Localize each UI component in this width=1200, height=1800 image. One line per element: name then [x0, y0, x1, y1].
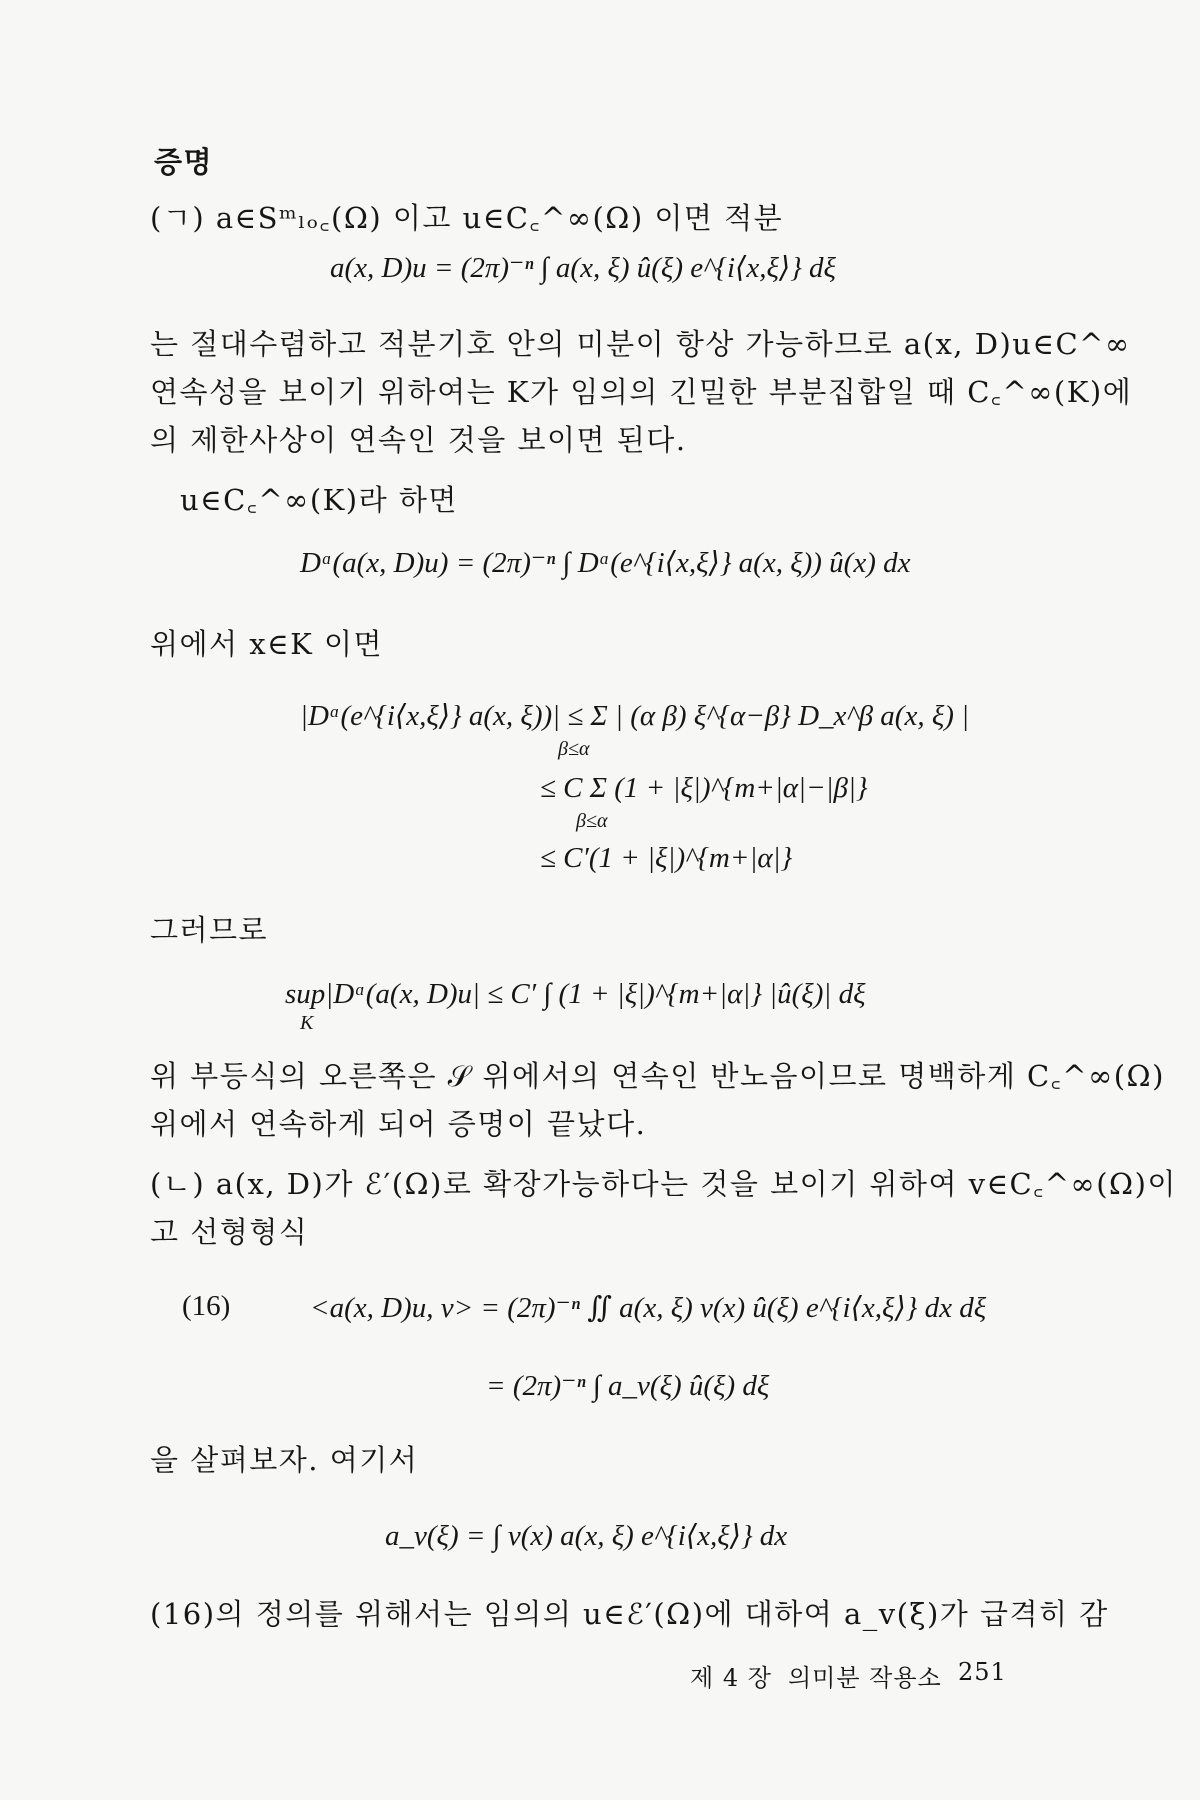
inequality-1-subscript: β≤α: [558, 738, 590, 760]
equation-number-16: (16): [182, 1290, 231, 1322]
paragraph-1-line-3: 의 제한사상이 연속인 것을 보이면 된다.: [150, 423, 687, 457]
line-u-in-K: u∈C꜀^∞(K)라 하면: [180, 483, 458, 517]
proof-heading: 증명: [154, 145, 214, 179]
inequality-line-2: ≤ C Σ (1 + |ξ|)^{m+|α|−|β|}: [540, 772, 868, 804]
inequality-line-3: ≤ C′(1 + |ξ|)^{m+|α|}: [540, 842, 793, 874]
therefore-label: 그러므로: [150, 913, 269, 947]
consider-line: 을 살펴보자. 여기서: [150, 1443, 419, 1477]
inequality-2-subscript: β≤α: [576, 810, 608, 832]
equation-3-subscript: K: [300, 1012, 314, 1034]
part-b-intro-line-1: (ㄴ) a(x, D)가 ℰ′(Ω)로 확장가능하다는 것을 보이기 위하여 v∈C꜀^∞(Ω)이: [150, 1167, 1177, 1201]
equation-2: Dᵅ(a(x, D)u) = (2π)⁻ⁿ ∫ Dᵅ(e^{i⟨x,ξ⟩} a(x, ξ)) û(x) dx: [300, 547, 911, 579]
part-b-intro-line-2: 고 선형형식: [150, 1215, 309, 1249]
equation-3: sup|Dᵅ(a(x, D)u| ≤ C′ ∫ (1 + |ξ|)^{m+|α|} |û(ξ)| dξ: [285, 978, 866, 1010]
footer-title: 의미분 작용소: [788, 1664, 942, 1692]
paragraph-1-line-1: 는 절대수렴하고 적분기호 안의 미분이 항상 가능하므로 a(x, D)u∈C^∞: [150, 327, 1131, 361]
line-x-in-K: 위에서 x∈K 이면: [150, 627, 383, 661]
closing-line: (16)의 정의를 위해서는 임의의 u∈ℰ′(Ω)에 대하여 a_v(ξ)가 급격히 감: [150, 1597, 1109, 1631]
paragraph-2-line-1: 위 부등식의 오른쪽은 𝒮 위에서의 연속인 반노음이므로 명백하게 C꜀^∞(Ω): [150, 1059, 1165, 1093]
equation-16-line-2: = (2π)⁻ⁿ ∫ a_v(ξ) û(ξ) dξ: [486, 1370, 770, 1402]
part-a-intro: (ㄱ) a∈Sᵐₗₒ꜀(Ω) 이고 u∈C꜀^∞(Ω) 이면 적분: [150, 201, 784, 235]
equation-16-line-1: <a(x, D)u, v> = (2π)⁻ⁿ ∬ a(x, ξ) v(x) û(ξ) e^{i⟨x,ξ⟩} dx dξ: [310, 1292, 987, 1324]
equation-1: a(x, D)u = (2π)⁻ⁿ ∫ a(x, ξ) û(ξ) e^{i⟨x,ξ⟩} dξ: [330, 252, 836, 284]
page-number: 251: [958, 1658, 1007, 1686]
paragraph-2-line-2: 위에서 연속하게 되어 증명이 끝났다.: [150, 1107, 647, 1141]
equation-a-v: a_v(ξ) = ∫ v(x) a(x, ξ) e^{i⟨x,ξ⟩} dx: [385, 1520, 788, 1552]
paragraph-1-line-2: 연속성을 보이기 위하여는 K가 임의의 긴밀한 부분집합일 때 C꜀^∞(K)에: [150, 375, 1133, 409]
footer-chapter: 제 4 장: [690, 1664, 772, 1692]
inequality-line-1: |Dᵅ(e^{i⟨x,ξ⟩} a(x, ξ))| ≤ Σ | (α β) ξ^{α−β} D_x^β a(x, ξ) |: [300, 700, 970, 732]
